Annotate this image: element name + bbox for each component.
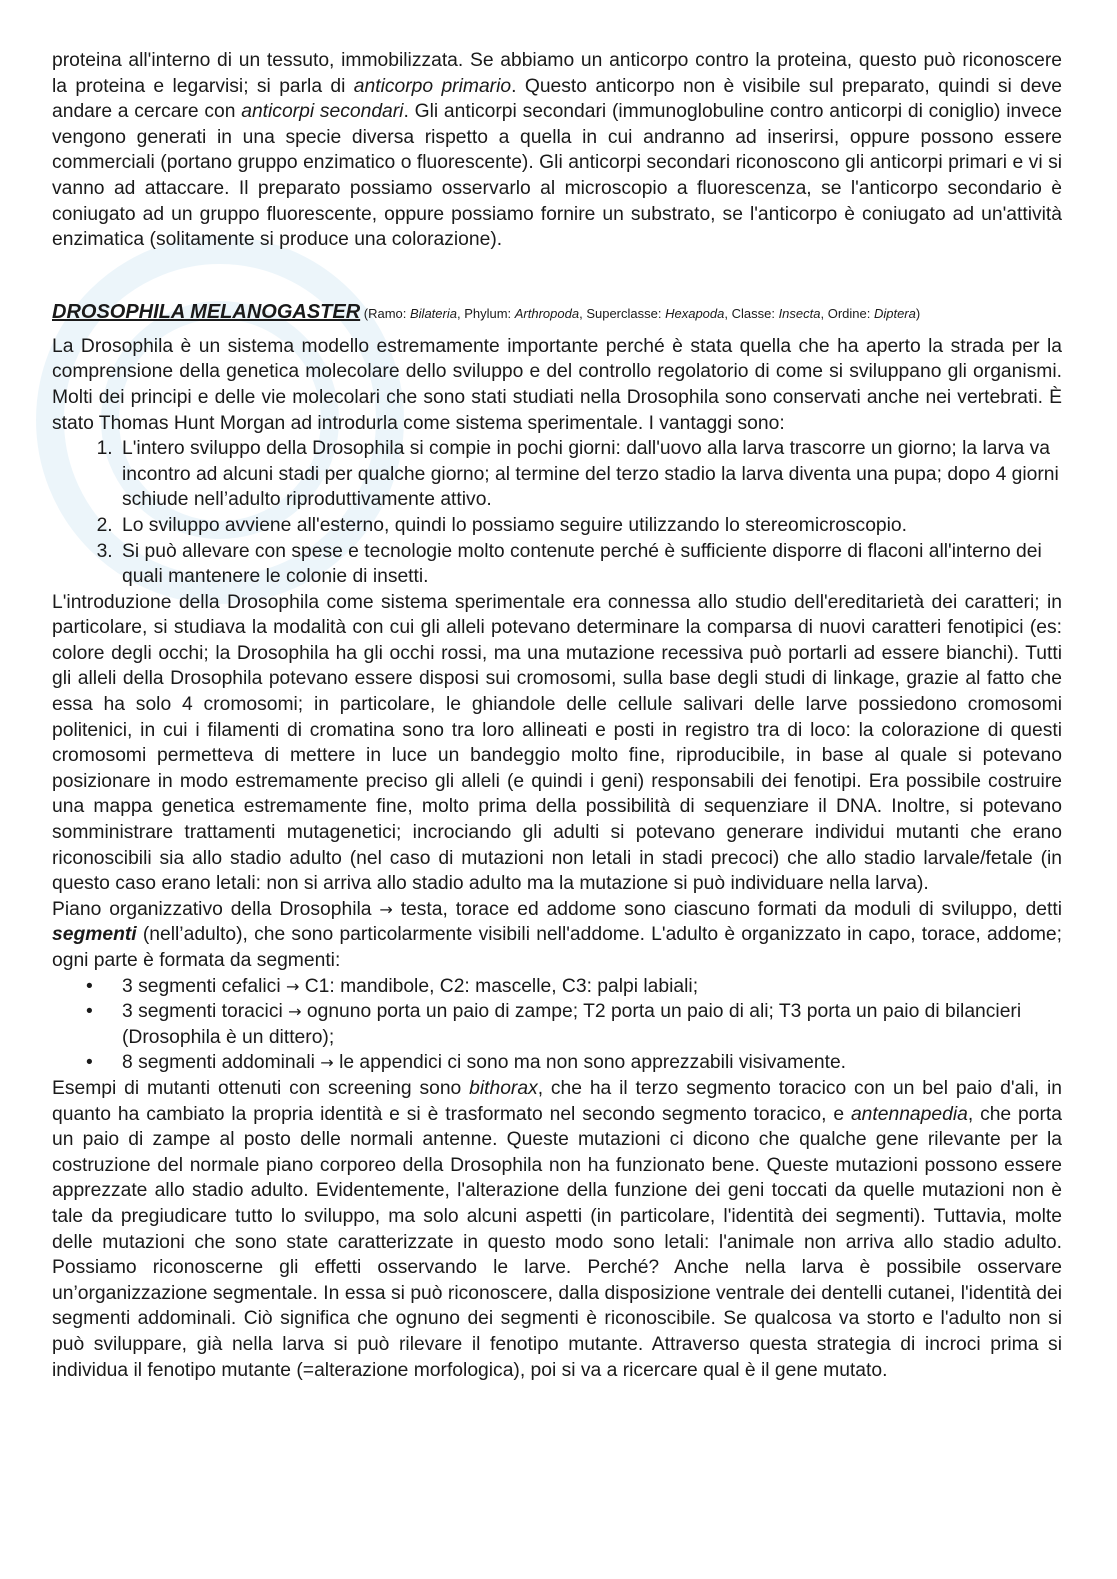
arrow-right-icon: → — [320, 1053, 334, 1073]
arrow-right-icon: → — [288, 1002, 302, 1022]
list-item: • 3 segmenti cefalici → C1: mandibole, C2: mascelle, C3: palpi labiali; — [118, 974, 1062, 1000]
paragraph-mutants: Esempi di mutanti ottenuti con screening sono bithorax, che ha il terzo segmento toracico con un bel paio d'ali, in quanto ha cambiato la propria identità e si è trasformato nel secondo segmento toracico, e antennapedia, che porta un paio di zampe al posto delle normali antenne. Queste mutazioni ci dicono che qualche gene rilevante per la costruzione del normale piano corporeo della Drosophila non ha funzionato bene. Queste mutazioni possono essere apprezzate allo stadio adulto. Evidentemente, l'alterazione della funzione dei geni toccati da quelle mutazioni non è tale da pregiudicare tutto lo sviluppo, ma solo alcuni aspetti (in particolare, l'identità dei segmenti). Tuttavia, molte delle mutazioni che sono state caratterizzate in questo modo sono letali: l'animale non arriva allo stadio adulto. Possiamo riconoscerne gli effetti osservando le larve. Perché? Anche nella larva è possibile osservare un’organizzazione segmentale. In essa si può riconoscere, dalla disposizione ventrale dei dentelli cutanei, l'identità dei segmenti addominali. Ciò significa che ognuno dei segmenti è riconoscibile. Se qualcosa va storto e l'adulto non si può sviluppare, già nella larva si può rilevare il fenotipo mutante. Attraverso questa strategia di incroci prima si individua il fenotipo mutante (=alterazione morfologica), poi si va a ricercare qual è il gene mutato. — [52, 1077, 1062, 1381]
paragraph-body-plan: Piano organizzativo della Drosophila → testa, torace ed addome sono ciascuno formati da moduli di sviluppo, detti segmenti (nell’adulto), che sono particolarmente visibili nell'addome. L'adulto è organizzato in capo, torace, addome; ogni parte è formata da segmenti: — [52, 898, 1062, 971]
intro-paragraph: proteina all'interno di un tessuto, immobilizzata. Se abbiamo un anticorpo contro la proteina, questo può riconoscere la proteina e legarvisi; si parla di anticorpo primario. Questo anticorpo non è visibile sul preparato, quindi si deve andare a cercare con anticorpi secondari. Gli anticorpi secondari (immunoglobuline contro anticorpi di coniglio) invece vengono generati in una specie diversa rispetto a quella in cui andranno ad inserirsi, oppure possono essere commerciali (portano gruppo enzimatico o fluorescente). Gli anticorpi secondari riconoscono gli anticorpi primari e vi si vanno ad attaccare. Il preparato possiamo osservarlo al microscopio a fluorescenza, se l'anticorpo secondario è coniugato ad un gruppo fluorescente, oppure possiamo fornire un substrato, se l'anticorpo è coniugato ad un'attività enzimatica (solitamente si produce una colorazione). — [52, 50, 1062, 251]
section-title: DROSOPHILA MELANOGASTER — [52, 300, 361, 323]
list-item: 3. Si può allevare con spese e tecnologie molto contenute perché è sufficiente disporre di flaconi all'interno dei quali mantenere le colonie di insetti. — [118, 539, 1062, 590]
term-anticorpi-secondari: anticorpi secondari — [241, 101, 404, 123]
bullet-icon: • — [86, 1052, 93, 1074]
term-antennapedia: antennapedia — [850, 1103, 968, 1125]
paragraph-genetics: L'introduzione della Drosophila come sistema sperimentale era connessa allo studio dell'ereditarietà dei caratteri; in particolare, si studiava la modalità con cui gli alleli potevano determinare la comparsa di nuovi caratteri fenotipici (es: colore degli occhi; la Drosophila ha gli occhi rossi, ma una mutazione recessiva può portarli ad essere bianchi). Tutti gli alleli della Drosophila potevano essere disposi sui cromosomi, sulla base degli studi di linkage, grazie al fatto che essa ha solo 4 cromosomi; in particolare, le ghiandole delle cellule salivari delle larve possiedono cromosomi politenici, in cui i filamenti di cromatina sono tra loro allineati e posti in registro tra di loco: la colorazione di questi cromosomi permetteva di mettere in luce un bandeggio molto fine, riproducibile, in base al quale si potevano posizionare in modo estremamente preciso gli alleli (e quindi i geni) responsabili dei fenotipi. Era possibile costruire una mappa genetica estremamente fine, molto prima della possibilità di sequenziare il DNA. Inoltre, si potevano somministrare trattamenti mutagenetici; incrociando gli adulti si potevano generare individui mutanti che erano riconoscibili sia allo stadio adulto (nel caso di mutazioni non letali in stadi precoci) che allo stadio larvale/fetale (in questo caso erano letali: non si arriva allo stadio adulto ma la mutazione si può individuare nella larva). — [52, 591, 1062, 895]
taxonomy: (Ramo: Bilateria, Phylum: Arthropoda, Superclasse: Hexapoda, Classe: Insecta, Ordine: Diptera) — [360, 305, 921, 321]
list-item: • 8 segmenti addominali → le appendici ci sono ma non sono apprezzabili visivamente. — [118, 1050, 1062, 1076]
arrow-right-icon: → — [285, 976, 300, 996]
term-segmenti: segmenti — [52, 924, 137, 946]
term-anticorpo-primario: anticorpo primario — [353, 75, 512, 97]
list-item: 1. L'intero sviluppo della Drosophila si compie in pochi giorni: dall'uovo alla larva trascorre un giorno; la larva va incontro ad alcuni stadi per qualche giorno; al termine del terzo stadio la larva diventa una pupa; dopo 4 giorni schiude nell’adulto riproduttivamente attivo. — [118, 436, 1062, 513]
paragraph-intro-drosophila: La Drosophila è un sistema modello estremamente importante perché è stata quella che ha aperto la strada per la comprensione della genetica molecolare dello sviluppo e del controllo regolatorio di come si sviluppano gli organismi. Molti dei principi e delle vie molecolari che sono stati studiati nella Drosophila sono conservati anche nei vertebrati. È stato Thomas Hunt Morgan ad introdurla come sistema sperimentale. I vantaggi sono: — [52, 335, 1062, 434]
list-item: • 3 segmenti toracici → ognuno porta un paio di zampe; T2 porta un paio di ali; T3 porta un paio di bilancieri (Drosophila è un dittero); — [86, 1001, 1022, 1048]
bullet-icon: • — [86, 975, 93, 997]
bullet-icon: • — [86, 1001, 93, 1023]
term-bithorax: bithorax — [469, 1077, 538, 1099]
arrow-right-icon: → — [379, 899, 393, 919]
list-item: 2. Lo sviluppo avviene all'esterno, quindi lo possiamo seguire utilizzando lo stereomicroscopio. — [118, 513, 1062, 539]
section-heading — [52, 300, 1062, 326]
document-page — [52, 48, 1062, 1383]
advantages-list — [52, 436, 1062, 590]
segments-list — [52, 974, 1062, 1076]
